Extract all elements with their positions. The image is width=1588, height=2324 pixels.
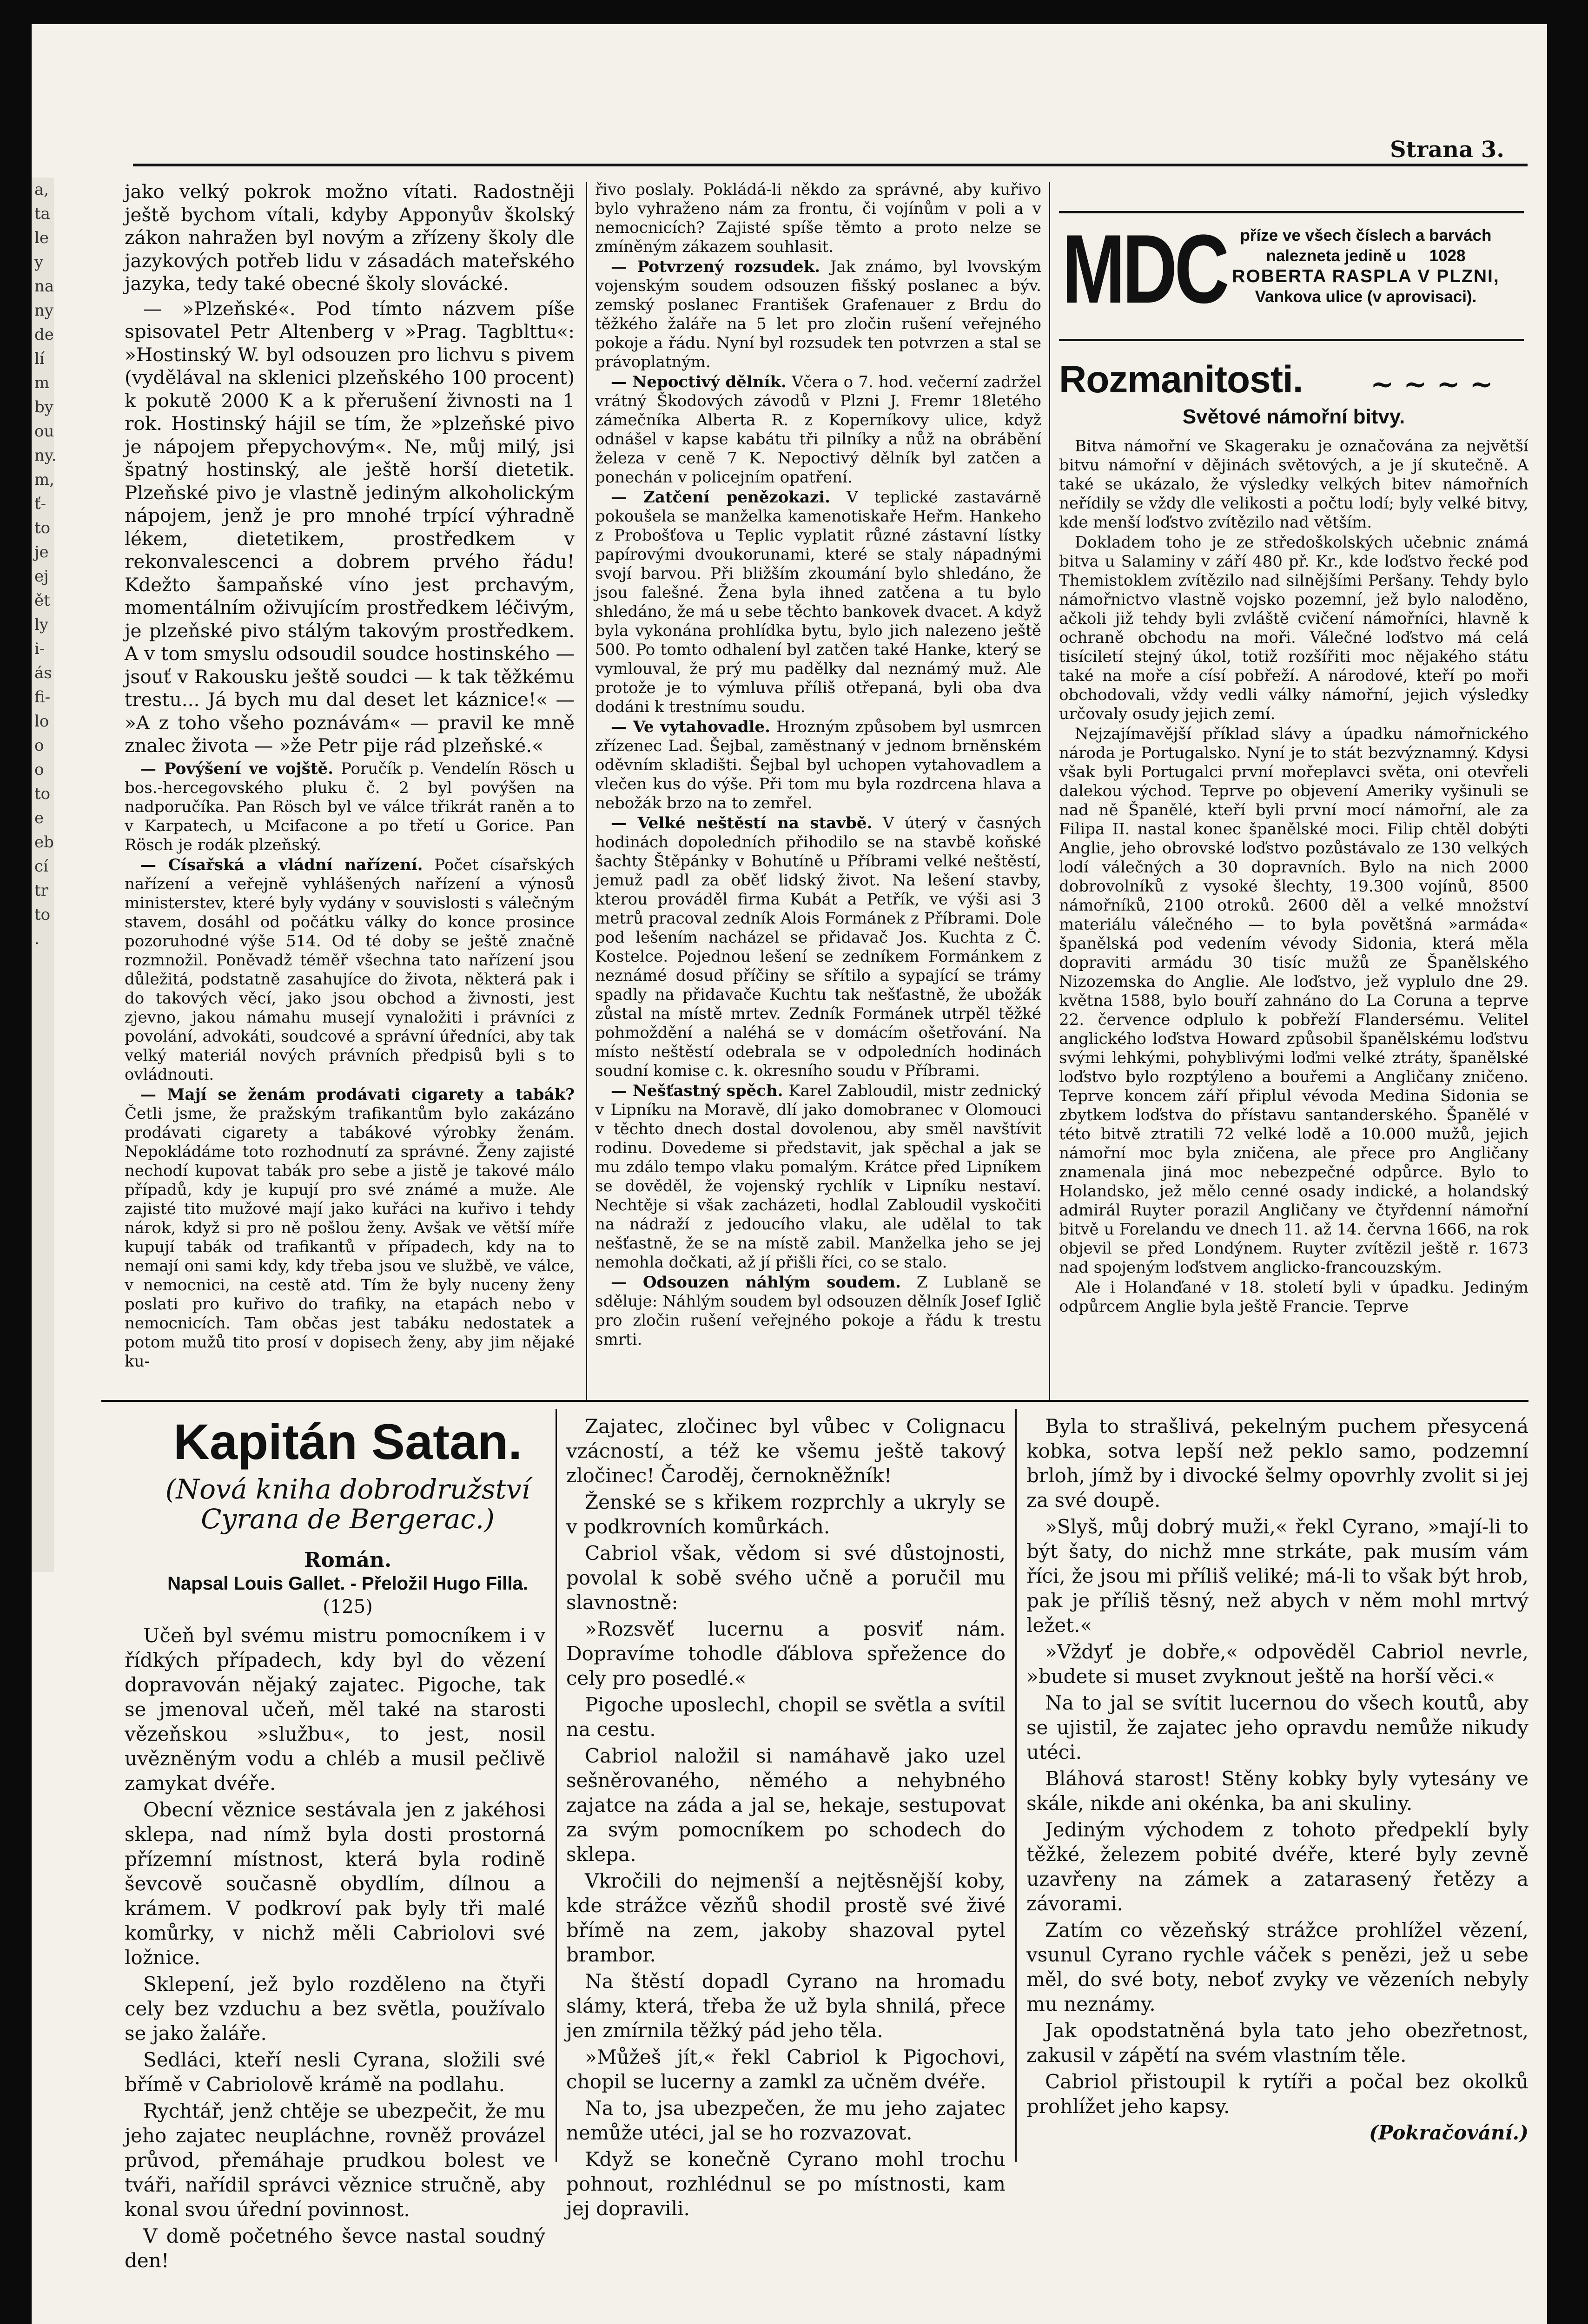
- adjacent-page-edge: [32, 178, 57, 1572]
- edge-fragment: y: [34, 253, 44, 271]
- column-divider-4: [1015, 1409, 1017, 2162]
- novel-paragraph: Sedláci, kteří nesli Cyrana, složili své břímě v Cabriolově krámě na podlahu.: [125, 2048, 545, 2096]
- novel-paragraph: Na štěstí dopadl Cyrano na hromadu slámy, která, třeba že už byla shnilá, přece jen zmírnila těžký pád jeho těla.: [566, 1970, 1006, 2042]
- edge-fragment: ou: [34, 422, 54, 441]
- novel-paragraph: Učeň byl svému mistru pomocníkem i v řídkých případech, kdy byl do vězení dopravován nějaký zajatec. Pigoche, tak se jmenoval učeň, měl také na starosti vězeňskou »službu«, to jest, nosil uvězněným vodu a chléb a musil pečlivě zamykat dvéře.: [125, 1624, 545, 1795]
- news-item-headline: — Velké neštěstí na stavbě.: [611, 814, 873, 832]
- novel-paragraph: Na to jal se svítit lucernou do všech koutů, aby se ujistil, že zajatec jeho opravdu nemůže nikudy utéci.: [1026, 1691, 1528, 1763]
- edge-fragment: ny.: [34, 446, 57, 465]
- column-divider-2: [1049, 182, 1050, 1400]
- novel-paragraph: Na to, jsa ubezpečen, že mu jeho zajatec nemůže utéci, jal se ho rozvazovat.: [566, 2097, 1006, 2144]
- continued-note: (Pokračování.): [1369, 2121, 1528, 2144]
- news-item: [125, 1085, 575, 1371]
- edge-fragment: tr: [34, 881, 48, 900]
- paragraph: jako velký pokrok možno vítati. Radostněji ještě bychom vítali, kdyby Apponyův školský zákon nahražen byl novým a zřízeny školy dle jazykových potřeb lidu v zásadách mateřského jazyka, tedy také obecné školy slovácké.: [125, 180, 575, 295]
- news-item-headline: — Zatčení penězokazi.: [611, 488, 831, 507]
- edge-fragment: a,: [34, 180, 49, 199]
- novel-paragraph: Vkročili do nejmenší a nejtěsnější koby, kde strážce vězňů shodil prostě své živé břímě na zem, jakoby shazoval pytel brambor.: [566, 1869, 1006, 1966]
- edge-fragment: o: [34, 760, 44, 779]
- paragraph: Bitva námořní ve Skageraku je označována za největší bitvu námořní v dějinách světových, a je jí skutečně. A také se ukázalo, že výsledky velkých bitev námořních neřídily se vždy dle velikosti a počtu lodí; byly velké bitvy, kde menší loďstvo zvítězilo nad větším.: [1059, 437, 1528, 532]
- news-column-3: [1059, 437, 1528, 1395]
- novel-paragraph: Pigoche uposlechl, chopil se světla a svítil na cestu.: [566, 1693, 1006, 1741]
- novel-installment: (125): [323, 1596, 373, 1618]
- news-item: [595, 373, 1041, 487]
- news-item: [595, 180, 1041, 257]
- header-rule: [133, 164, 1528, 166]
- edge-fragment: cí: [34, 857, 48, 876]
- news-item-text: V úterý v časných hodinách dopoledních přihodilo se na stavbě koňské šachty Štěpánky v Bohutíně u Příbrami velké neštěstí, jemuž padl za oběť lidský život. Na lešení stavby, kterou prováděl firma Kubát a Petřík, ve výši asi 3 metrů pracoval zedník Alois Formánek z Příbrami. Dole pod lešením nacházel se přidavač Jos. Kuchta z Č. Kostelce. Pojednou lešení se zedníkem Formánkem z neznámé dosud příčiny se sřítilo a sypající se trámy spadly na přidavače Kuchtu tak nešťastně, že ubožák zůstal na místě mrtev. Zedník Formánek utrpěl těžké pohmoždění a naléhá se v domácím ošetřování. Na místo neštěstí odebrala se v odpoledních hodinách soudní komise c. k. okresního soudu v Příbrami.: [595, 814, 1041, 1080]
- novel-paragraph: Jak opodstatněná byla tato jeho obezřetnost, zakusil v zápětí na svém vlastním těle.: [1026, 2019, 1528, 2067]
- edge-fragment: eb: [34, 833, 54, 852]
- novel-paragraph: Cabriol však, vědom si své důstojnosti, povolal k sobě svého učně a poručil mu slavnostně:: [566, 1542, 1006, 1614]
- article-title: Světové námořní bitvy.: [1182, 405, 1405, 428]
- edge-fragment: o: [34, 736, 44, 755]
- column-divider-1: [586, 182, 587, 1400]
- edge-fragment: e: [34, 809, 44, 827]
- edge-fragment: to: [34, 519, 51, 537]
- news-item-headline: — Povýšení ve vojště.: [140, 759, 334, 778]
- novel-title: Kapitán Satan.: [173, 1413, 523, 1470]
- novel-paragraph: Jediným východem z tohoto předpeklí byly těžké, železem pobité dvéře, které byly zevně uzavřeny na zámek a zatarasený řetězy a závorami.: [1026, 1818, 1528, 1915]
- edge-fragment: .: [34, 930, 40, 948]
- news-column-2: [595, 180, 1041, 1396]
- edge-fragment: fi-: [34, 688, 51, 706]
- ad-text: [1208, 225, 1524, 307]
- news-item: [595, 488, 1041, 717]
- news-item: [595, 718, 1041, 813]
- news-item: [125, 856, 575, 1084]
- edge-fragment: je: [34, 543, 49, 561]
- novel-paragraph: Ženské se s křikem rozprchly a ukryly se v podkrovních komůrkách.: [566, 1491, 1006, 1538]
- edge-fragment: ny: [34, 301, 54, 320]
- edge-fragment: ět: [34, 591, 50, 610]
- novel-paragraph: Když se konečně Cyrano mohl trochu pohnout, rozhlédnul se po místnosti, kam jej dopravili.: [566, 2148, 1006, 2220]
- edge-fragment: na: [34, 277, 54, 296]
- page-number: Strana 3.: [1390, 137, 1504, 163]
- news-item-text: Jak známo, byl lvovským vojenským soudem odsouzen fišský poslanec a býv. zemský poslanec František Grafenauer z Brdu do těžkého žaláře na 5 let pro zločin rušení veřejného pokoje a řádu. Nyní byl rozsudek ten potvrzen a stal se právoplatným.: [595, 257, 1041, 371]
- novel-meta: [115, 1549, 580, 1618]
- edge-fragment: to: [34, 905, 51, 924]
- novel-author: Napsal Louis Gallet. - Přeložil Hugo Filla.: [167, 1573, 528, 1594]
- news-column-1: [125, 180, 575, 1393]
- novel-paragraph: Cabriol přistoupil k rytíři a počal bez okolků prohlížet jeho kapsy.: [1026, 2070, 1528, 2118]
- news-item-headline: — Nešťastný spěch.: [611, 1082, 783, 1100]
- news-item-headline: — Mají se ženám prodávati cigarety a tabák?: [140, 1085, 575, 1104]
- edge-fragment: ly: [34, 615, 49, 634]
- edge-fragment: ta: [34, 205, 50, 223]
- news-item-text: V teplické zastavárně pokoušela se manželka kamenotiskaře Heřm. Hankeho z Probošťova u Teplic vyplatit různé zástavní lístky papírovými dvoukorunami, které se staly nápadnými svojí barvou. Při bližším zkoumání bylo shledáno, že jsou falešné. Žena byla ihned zatčena a tu bylo shledáno, že má u sebe těchto bankovek dvacet. A když byla vykonána prohlídka bytu, bylo jich nalezeno ještě 500. Po tomto odhalení byl zatčen také Hanke, který se vymlouval, že prý mu padělky dal neznámý muž. Ale protože je to výmluva příliš otřepaná, byli oba dva dodáni k trestnímu soudu.: [595, 488, 1041, 716]
- edge-fragment: lo: [34, 712, 49, 731]
- edge-fragment: m,: [34, 470, 55, 489]
- ad-line-1: příze ve všech číslech a barvách: [1240, 226, 1492, 244]
- paragraph: Dokladem toho je ze středoškolských učebnic známá bitva u Salaminy v září 480 př. Kr., kde loďstvo řecké pod Themistoklem zvítězilo nad silnějšími Peršany. Tehdy bylo námořnictvo vlastně vojsko pozemní, jež bylo naloděno, ačkoli již tehdy byli zvláště cvičení námořníci, hlavně k ochraně obchodu na moři. Válečné loďstvo má celá tisíciletí stejný úkol, totiž rozšířiti moc nějakého státu také na moře a císí pobřeží. A národové, kteří po moři obchodovali, vždy vedli války námořní, jejich výsledky určovaly osudy jejich zemí.: [1059, 533, 1528, 723]
- news-item-headline: — Ve vytahovadle.: [611, 718, 771, 736]
- news-item-text: řivo poslaly. Pokládá-li někdo za správné, aby kuřivo bylo vyhraženo nám za frontu, či vojínům v poli a v nemocnicích? Zajisté spíše těmto a proto nelze se zmíněným zákazem souhlasit.: [595, 180, 1041, 256]
- news-item: [595, 257, 1041, 372]
- novel-paragraph: »Můžeš jít,« řekl Cabriol k Pigochovi, chopil se lucerny a zamkl za učněm dvéře.: [566, 2046, 1006, 2093]
- section-rule: [101, 1400, 1528, 1402]
- novel-column-3: [1026, 1414, 1528, 2172]
- novel-paragraph: Obecní věznice sestávala jen z jakéhosi sklepa, nad nímž byla dosti prostorná přízemní místnost, která byla rodině ševcově současně obydlím, dílnou a krámem. V podkroví pak byly tři malé komůrky, v nichž měli Cabriolovi své ložnice.: [125, 1798, 545, 1969]
- novel-genre: Román.: [304, 1548, 392, 1572]
- novel-paragraph: »Vždyť je dobře,« odpověděl Cabriol nevrle, »budete si muset zvyknout ještě na horší věci.«: [1026, 1640, 1528, 1688]
- novel-paragraph: »Slyš, můj dobrý muži,« řekl Cyrano, »mají-li to být šaty, do nichž mne strkáte, pak musím vám říci, že jsou mi příliš veliké; má-li to však být hrob, pak je příliš těsný, než abych v něm mohl mrtvý ležet.«: [1026, 1515, 1528, 1637]
- news-item: [595, 814, 1041, 1081]
- news-item-text: Včera o 7. hod. večerní zadržel vrátný Škodových závodů v Plzni J. Fremr 18letého zámečníka Alberta R. z Koperníkovy ulice, když odnášel v kapse kabátu tři pilníky a nůž na obrábění železa v ceně 7 K. Nepoctivý dělník byl zatčen a ponechán v policejním opatření.: [595, 373, 1041, 487]
- news-item-headline: — Císařská a vládní nařízení.: [140, 855, 423, 874]
- news-item-text: Četli jsme, že pražským trafikantům bylo zakázáno prodávati cigarety a tabákové výrobky ženám. Nepokládáme toto rozhodnutí za správné. Ženy zajisté nechodí kupovat tabák pro sebe a jistě je takové málo případů, kdy je kupují pro své známé a muže. Ale zajisté tito mužové mají jako kuřáci na kuřivo i tehdy nárok, když si pro ně pošlou ženy. Avšak ve větší míře kupují tabák od trafikantů v případech, kdy na to nemají oni sami kdy, kdy třeba jsou ve službě, ve válce, v nemocnici, na cestě atd. Tím že byly nuceny ženy poslati pro kuřivo do trafiky, na etapách nebo v nemocnicích. Tam občas jest tabáku nedostatek a potom mužů tito prosí v dopisech ženy, aby jim nějaké ku-: [125, 1104, 575, 1371]
- news-item-headline: — Potvrzený rozsudek.: [611, 257, 820, 276]
- edge-fragment: de: [34, 325, 54, 344]
- novel-column-2: [566, 1414, 1006, 2220]
- ad-line-2-text: nalezneta jedině u: [1266, 247, 1406, 265]
- novel-column-1: [125, 1623, 545, 2272]
- news-item-text: Poručík p. Vendelín Rösch u bos.-hercegovského pluku č. 2 byl povýšen na nadporučíka. Pan Rösch byl ve válce třikrát raněn a to v Karpatech, u Mcifacone a po třetí u Gorice. Pan Rösch je rodák plzeňský.: [125, 759, 575, 854]
- ad-line-4: Vankova ulice (v aprovisaci).: [1255, 288, 1477, 306]
- ad-logo: MDC: [1062, 214, 1227, 324]
- novel-paragraph: Sklepení, jež bylo rozděleno na čtyři cely bez vzduchu a bez světla, používalo se jako žaláře.: [125, 1973, 545, 2045]
- news-item-text: Hrozným způsobem byl usmrcen zřízenec Lad. Šejbal, zaměstnaný v jednom brněnském oděvním skladišti. Šejbal byl uchopen vytahovadlem a vlečen kus do výše. Při tom mu byla rozdrcena hlava a nebožák brzo na to zemřel.: [595, 718, 1041, 812]
- novel-paragraph: Cabriol naložil si namáhavě jako uzel sešněrovaného, němého a nehybného zajatce na záda a jal se, hekaje, sestupovat za svým pomocníkem po schodech do sklepa.: [566, 1744, 1006, 1866]
- edge-fragment: ás: [34, 664, 52, 682]
- ad-phone: 1028: [1429, 247, 1466, 265]
- paragraph: Ale i Holanďané v 18. století byli v úpadku. Jediným odpůrcem Anglie byla ještě Francie. Teprve: [1059, 1278, 1528, 1316]
- ad-line-2: [1208, 246, 1524, 266]
- novel-paragraph: »Rozsvěť lucernu a posviť nám. Dopravíme tohodle ďáblova spřežence do cely pro posedlé.«: [566, 1618, 1006, 1690]
- edge-fragment: m: [34, 374, 50, 392]
- news-item-headline: — Nepoctivý dělník.: [611, 373, 787, 391]
- news-item-text: Karel Zabloudil, mistr zednický v Lipníku na Moravě, dlí jako domobranec v Olomouci v těchto dnech dostal dovolenou, aby směl navštívit rodinu. Dovedeme si představit, jak spěchal a jak se mu zdálo tempo vlaku pomalým. Krátce před Lipníkem se dověděl, že vojenský rychlík v Lipníku nestaví. Nechtěje si však zacházeti, hodlal Zabloudil vyskočiti na nádraží z jedoucího vlaku, ale udělal to tak nešťastně, že se na místě zabil. Manželka jeho se jej nemohla dočkati, až jí přišli říci, co se stalo.: [595, 1082, 1041, 1272]
- paragraph: Nejzajímavější příklad slávy a úpadku námořnického národa je Portugalsko. Nyní je to stát bezvýznamný. Kdysi však byli Portugalci první mořeplavci světa, oni otevřeli dalekou východ. Teprve po objevení Ameriky vyšinuli se nad ně Španělé, kteří byli první mocí námořní, ale za Filipa II. nastal konec španělské moci. Filip chtěl dobýti Anglie, jeho obrovské loďstvo pozůstávalo ze 130 velkých lodí válečných a 30 dopravních. Bylo na nich 2000 dobrovolníků z vysoké šlechty, 19.300 vojínů, 8500 námořníků, 2100 otroků. 2600 děl a velké množství materiálu válečného — to byla povětšná »armáda« španělská pod vedením vévody Sidonia, která měla dopraviti armádu 30 tisíc mužů ze Španělského Nizozemska do Anglie. Ale loďstvo, jež vyplulo dne 29. května 1588, bylo bouří zahnáno do La Coruna a teprve 22. července odplulo k pobřeží Flandersému. Velitel anglického loďstva Howard způsobil španělskému loďstvu svými lehkými, pohyblivými loďmi velké ztráty, španělské loďstvo bylo rozptýleno a bouřemi a Angličany zničeno. Teprve koncem září připlul vévoda Medina Sidonia se zbytkem loďstva do přístavu santanderského. Španělé v této bitvě ztratili 72 velké lodě a 10.000 mužů, jejich námořní moc byla zničena, ale přece pro Angličany znamenala jiná moc nebezpečné odpůrce. Bylo to Holandsko, jež mělo cenné osady indické, a holandský admirál Ruyter porazil Angličany ve čtyřdenní námořní bitvě u Forelandu ve dnech 11. až 14. června 1666, na rok objevil se před Londýnem. Ruyter zvítězil ještě r. 1673 nad spojeným loďstvem anglicko-francouzským.: [1059, 725, 1528, 1277]
- news-item-headline: — Odsouzen náhlým soudem.: [611, 1273, 901, 1292]
- section-title: Rozmanitosti.: [1059, 358, 1303, 401]
- news-item-text: Počet císařských nařízení a veřejně vyhlášených nařízení a výnosů ministerstev, které byly vydány v souvislosti s válečným stavem, dosáhl od počátku války do konce prosince pozoruhodné výše 514. Od té doby se ještě značně rozmnožil. Poněvadž téměř všechna tato nařízení jsou důležitá, podstatně zasahujíce do života, některá pak i do takových věcí, jako jsou obchod a živnosti, jest zjevno, jakou námahu musejí vynaložiti i právníci z povolání, advokáti, soudcové a správní úředníci, aby tak velký materiál nových právních předpisů byli s to ovládnouti.: [125, 855, 575, 1084]
- edge-fragment: lí: [34, 350, 45, 368]
- edge-fragment: by: [34, 398, 53, 416]
- edge-fragment: ť-: [34, 495, 46, 513]
- novel-paragraph: V domě početného ševce nastal soudný den!: [125, 2225, 545, 2272]
- ornament-icon: ~ ~ ~ ~: [1370, 368, 1493, 401]
- news-item-text: Z Lublaně se sděluje: Náhlým soudem byl odsouzen dělník Josef Iglič pro zločin rušení veřejného pokoje a řádu k trestu smrti.: [595, 1273, 1041, 1349]
- advertisement-box: [1059, 211, 1524, 341]
- ad-line-3: ROBERTA RASPLA V PLZNI,: [1232, 266, 1500, 286]
- novel-paragraph: Zatím co vězeňský strážce prohlížel vězení, vsunul Cyrano rychle váček s penězi, jež u sebe měl, do své boty, neboť zvyky ve vězeních nebyly mu neznámy.: [1026, 1919, 1528, 2015]
- novel-paragraph: Zajatec, zločinec byl vůbec v Colignacu vzácností, a též ke všemu ještě takový zločinec! Čaroděj, černokněžník!: [566, 1415, 1006, 1487]
- novel-paragraph: Bláhová starost! Stěny kobky byly vytesány ve skále, nikde ani okénka, ba ani skuliny.: [1026, 1767, 1528, 1815]
- novel-subtitle: (Nová kniha dobrodružství Cyrana de Bergerac.): [165, 1473, 530, 1535]
- news-item: [595, 1082, 1041, 1272]
- edge-fragment: to: [34, 785, 51, 803]
- novel-paragraph: Rychtář, jenž chtěje se ubezpečit, že mu jeho zajatec neupláchne, rovněž provázel průvod, přemáhaje prudkou bolest ve tváři, nařídil správci věznice stručně, aby konal svou úřední povinnost.: [125, 2100, 545, 2221]
- edge-fragment: le: [34, 229, 49, 247]
- edge-fragment: i-: [34, 640, 45, 658]
- edge-fragment: ej: [34, 567, 49, 586]
- novel-paragraph: Byla to strašlivá, pekelným puchem přesycená kobka, sotva lepší než peklo samo, podzemní brloh, jímž by i divocké šelmy opovrhly zvolit si jej za své doupě.: [1026, 1415, 1528, 1512]
- news-item: [595, 1273, 1041, 1349]
- paragraph: — »Plzeňské«. Pod tímto názvem píše spisovatel Petr Altenberg v »Prag. Tagblttu«: »Hostinský W. byl odsouzen pro lichvu s pivem (vydělával na sklenici plzeňského 100 procent) k pokutě 2000 K a k přerušení živnosti na 1 rok. Hostinský hájil se tím, že »plzeňské pivo je nápojem přepychovým«. Ne, můj milý, jsi špatný hostinský, ale ještě horší dietetik. Plzeňské pivo je vlastně jediným alkoholickým nápojem, jenž je pro mnohé trpící výhradně lékem, dietetikem, prostředkem v rekonvalescenci a dobrem prvého řádu! Kdežto šampaňské víno jest prchavým, momentálním oživujícím prostředkem léčivým, je plzeňské pivo stálým takovým prostředkem. A v tom smyslu odsoudil soudce hostinského — jsouť v Rakousku ještě soudci — k tak těžkému trestu... Já bych mu dal deset let káznice!« — »A z toho všeho poznávám« — pravil ke mně znalec života — »že Petr pije rád plzeňské.«: [125, 297, 575, 757]
- newspaper-page: [32, 24, 1547, 2324]
- news-item: [125, 759, 575, 855]
